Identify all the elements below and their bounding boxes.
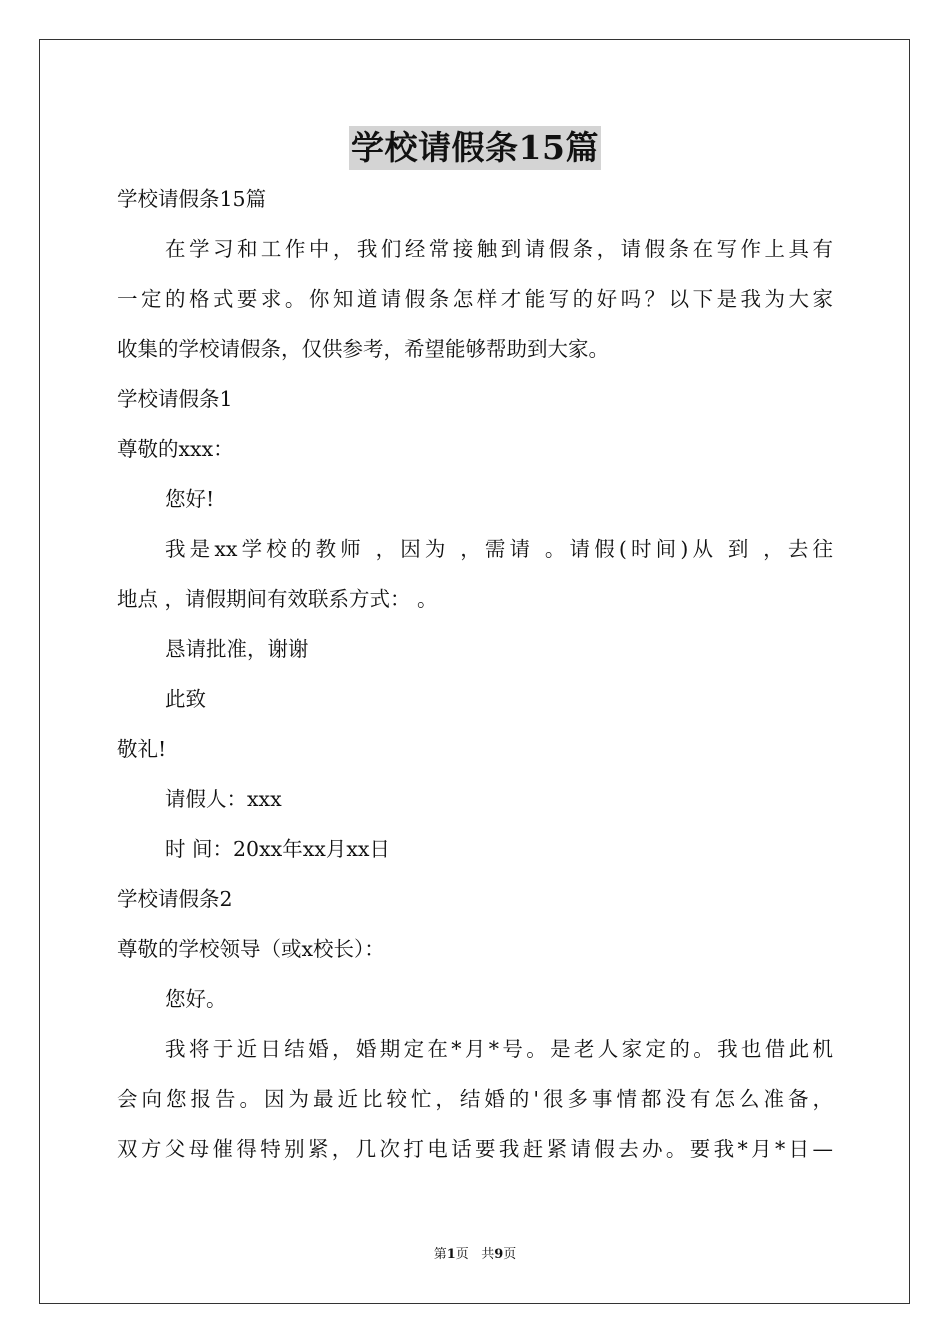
footer-total-suffix: 页 bbox=[503, 1247, 517, 1262]
text-line: 学校请假条15篇 bbox=[117, 187, 267, 211]
text-line: 学校请假条2 bbox=[117, 887, 233, 911]
document-body bbox=[117, 174, 833, 1174]
text-line: 敬礼! bbox=[117, 737, 167, 761]
text-line: 我是xx学校的教师 ，因为 ，需请 。请假(时间)从 到 ，去往 bbox=[165, 537, 833, 561]
text-line: 收集的学校请假条，仅供参考，希望能够帮助到大家。 bbox=[117, 337, 609, 361]
text-line: 此致 bbox=[165, 687, 206, 711]
text-line: 地点 ，请假期间有效联系方式： 。 bbox=[117, 587, 438, 611]
text-line: 一定的格式要求。你知道请假条怎样才能写的好吗？以下是我为大家 bbox=[117, 287, 833, 311]
text-line: 在学习和工作中，我们经常接触到请假条，请假条在写作上具有 bbox=[165, 237, 833, 261]
footer-page-number: 1 bbox=[446, 1247, 456, 1262]
text-line: 您好。 bbox=[165, 987, 227, 1011]
document-title: 学校请假条15篇 bbox=[349, 126, 601, 170]
footer-total-pages: 9 bbox=[494, 1247, 504, 1262]
text-line: 请假人：xxx bbox=[165, 787, 282, 811]
text-line: 恳请批准，谢谢 bbox=[165, 637, 309, 661]
text-line: 您好! bbox=[165, 487, 215, 511]
text-line: 时 间：20xx年xx月xx日 bbox=[165, 837, 390, 861]
footer-page-suffix: 页 bbox=[455, 1247, 469, 1262]
page-footer bbox=[0, 1245, 950, 1265]
footer-page-prefix: 第 bbox=[433, 1247, 447, 1262]
text-line: 尊敬的xxx： bbox=[117, 437, 234, 461]
text-line: 双方父母催得特别紧，几次打电话要我赶紧请假去办。要我*月*日— bbox=[117, 1137, 833, 1161]
text-line: 我将于近日结婚，婚期定在*月*号。是老人家定的。我也借此机 bbox=[165, 1037, 833, 1061]
text-line: 尊敬的学校领导（或x校长）： bbox=[117, 937, 385, 961]
text-line: 学校请假条1 bbox=[117, 387, 233, 411]
title-container bbox=[0, 126, 950, 170]
text-line: 会向您报告。因为最近比较忙，结婚的'很多事情都没有怎么准备， bbox=[117, 1087, 833, 1111]
footer-total-prefix: 共 bbox=[481, 1247, 495, 1262]
